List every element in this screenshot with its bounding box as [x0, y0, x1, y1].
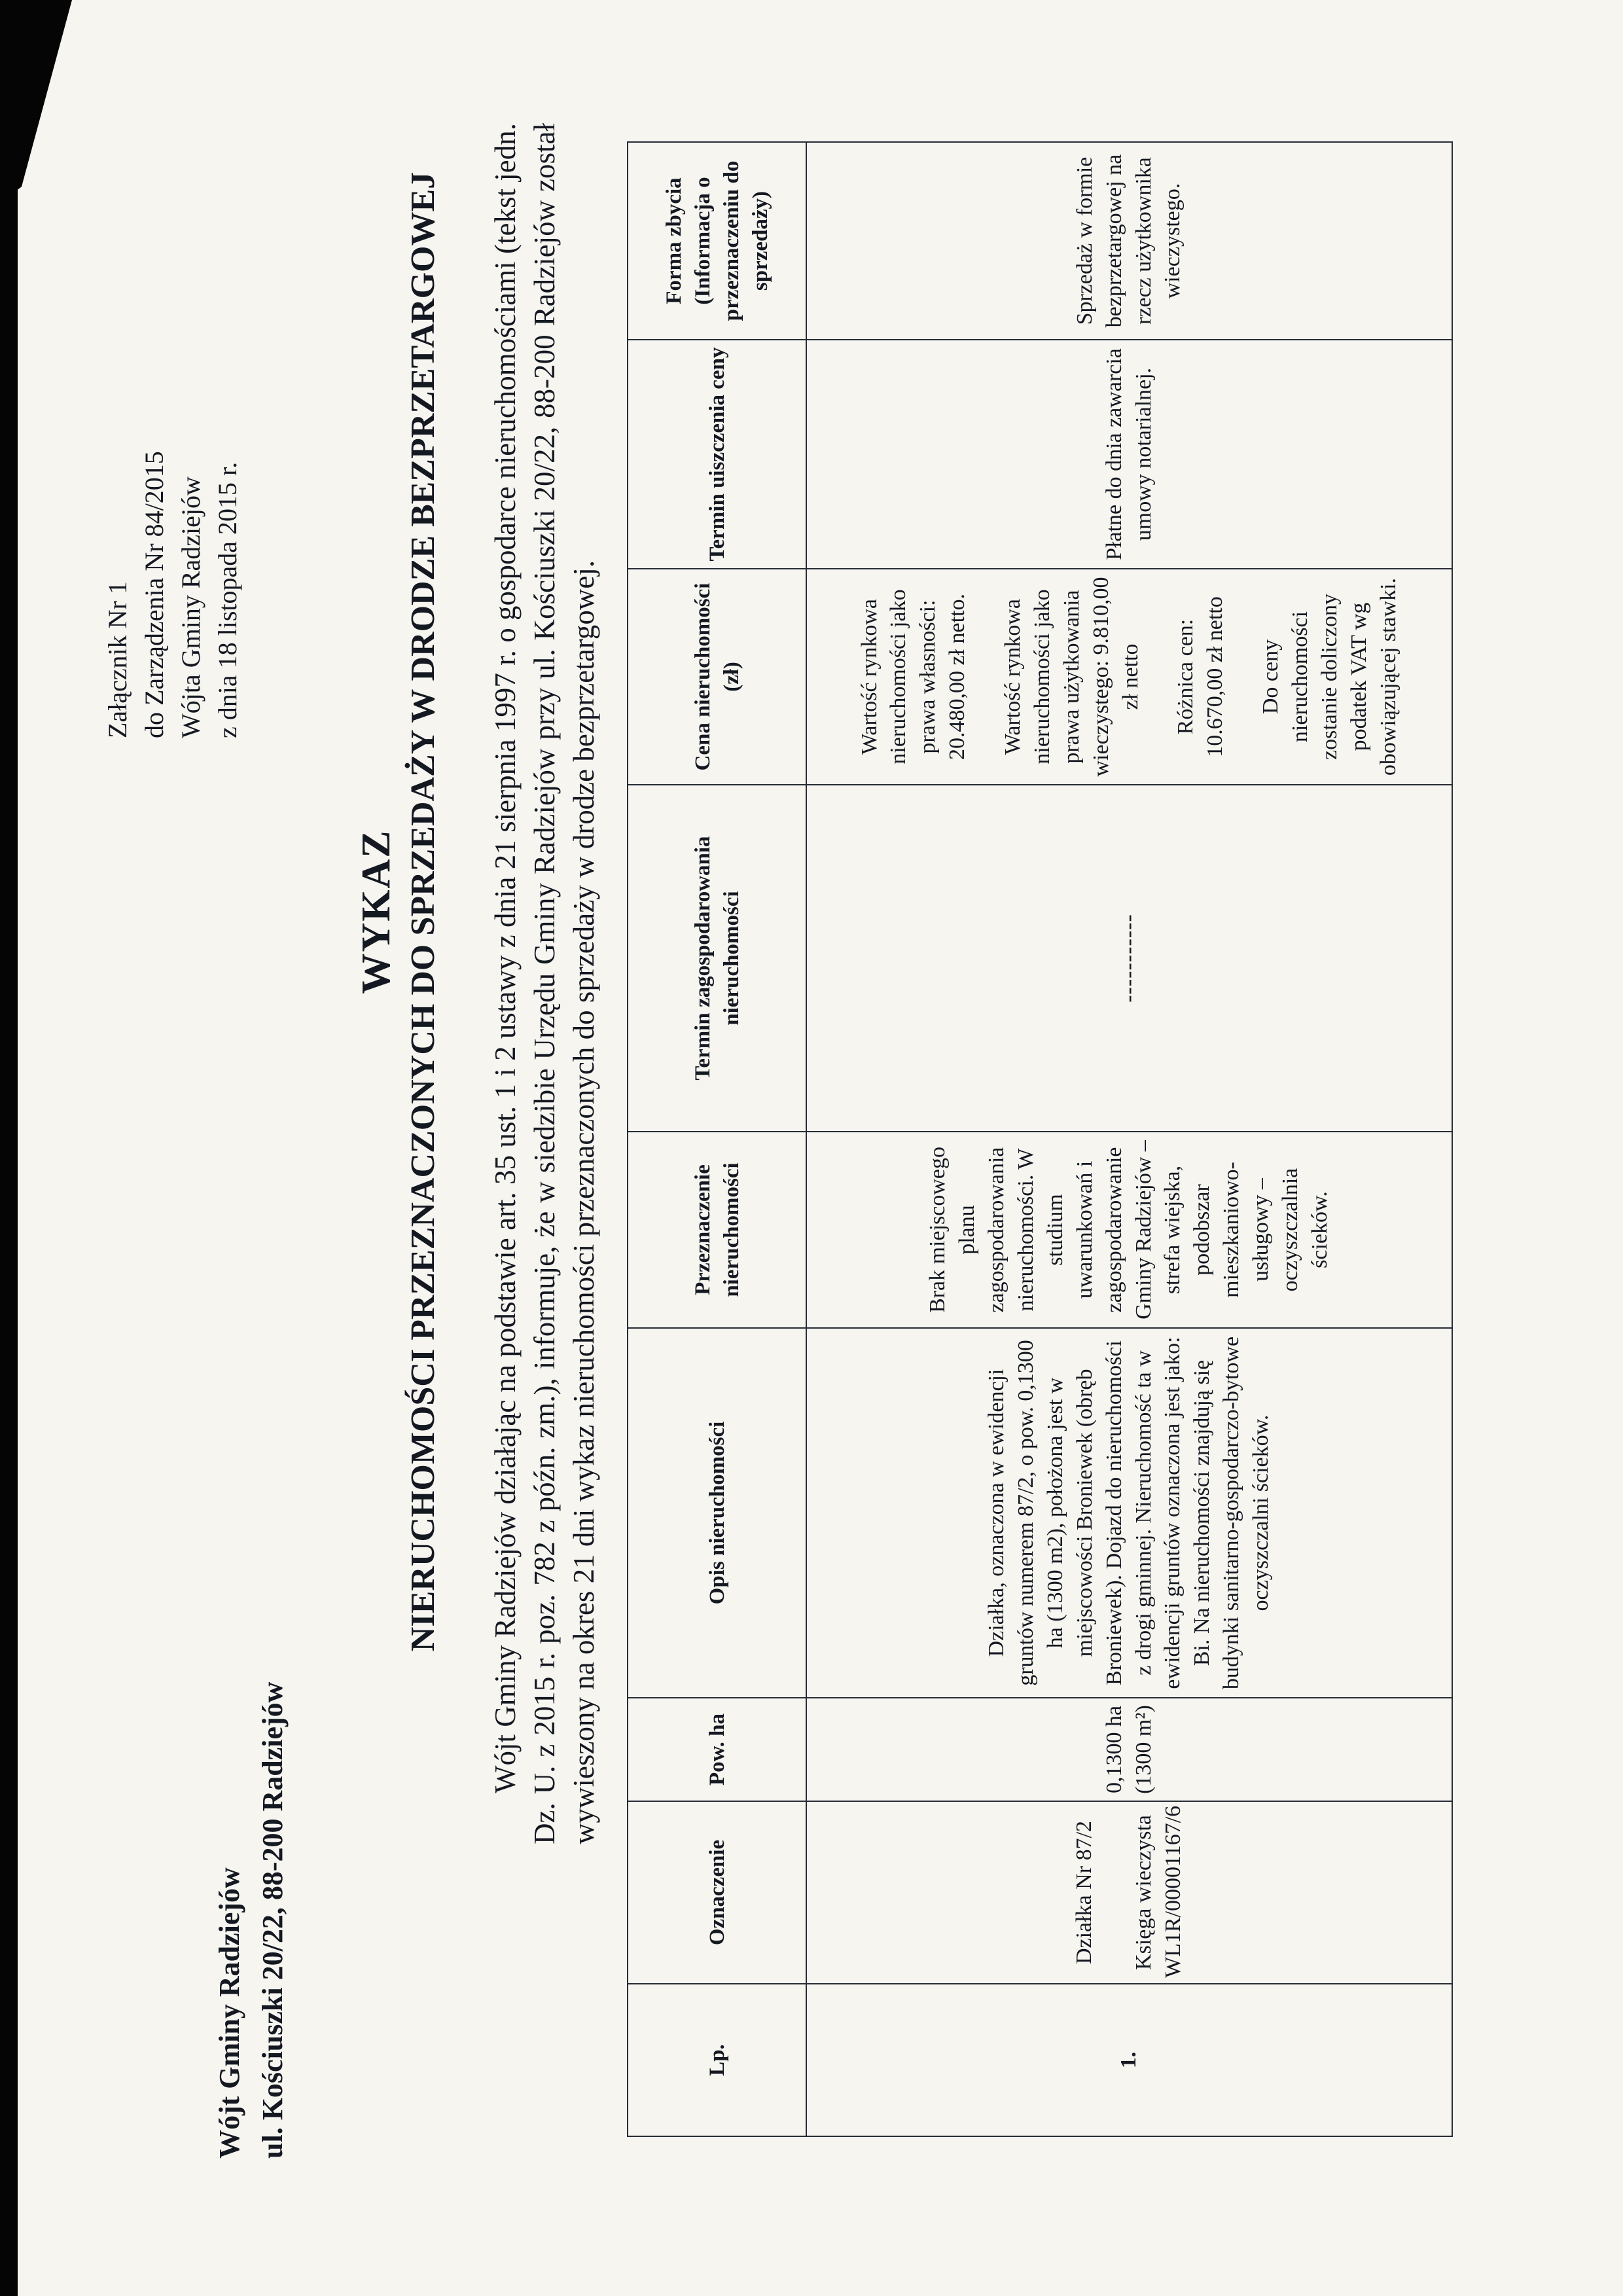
table-header-row [628, 142, 806, 2136]
attachment-line: z dnia 18 listopada 2015 r. [213, 461, 242, 738]
issuer-address: ul. Kościuszki 20/22, 88-200 Radziejów [257, 1681, 289, 2159]
price-ownership: Wartość rynkowa nieruchomości jako prawa własności: 20.480,00 zł netto. [857, 589, 970, 764]
title-block [353, 117, 444, 1707]
parcel-number: Działka Nr 87/2 [1072, 1820, 1097, 1965]
attachment-line: do Zarządzenia Nr 84/2015 [139, 451, 169, 738]
col-header-przeznaczenie: Przeznaczenie nieruchomości [628, 1132, 806, 1328]
attachment-note [99, 451, 246, 738]
col-header-opis: Opis nieruchomości [628, 1328, 806, 1698]
properties-table [627, 141, 1453, 2137]
vat-note: Do ceny nieruchomości zostanie doliczony podatek VAT wg obowiązującej stawki. [1258, 577, 1400, 776]
cell-opis: Działka, oznaczona w ewidencji gruntów numerem 87/2, o pow. 0,1300 ha (1300 m2), położona jest w miejscowości Broniewek (obręb Broniewek). Dojazd do nieruchomości z drogi gminnej. Nieruchomość ta w ewidencji gruntów oznaczona jest jako: Bi. Na nieruchomości znajdują się budynki sanitarno-gospodarczo-bytowe oczyszczalni ścieków. [806, 1328, 1452, 1698]
cell-cena [806, 569, 1452, 785]
col-header-lp: Lp. [628, 1984, 806, 2136]
cell-termin-uiszczenia: Płatne do dnia zawarcia umowy notarialnej. [806, 340, 1452, 569]
cell-oznaczenie [806, 1801, 1452, 1984]
col-header-forma-zbycia: Forma zbycia (Informacja o przeznaczeniu do sprzedaży) [628, 142, 806, 340]
cell-pow-ha: 0,1300 ha (1300 m²) [806, 1698, 1452, 1801]
intro-paragraph: Wójt Gminy Radziejów działając na podstawie art. 35 ust. 1 i 2 ustawy z dnia 21 sierpnia 1997 r. o gospodarce nieruchomościami (tekst jedn. Dz. U. z 2015 r. poz. 782 z późn. zm.), informuje, że w siedzibie Urzędu Gminy Radziejów przy ul. Kościuszki 20/22, 88-200 Radziejów został wywieszony na okres 21 dni wykaz nieruchomości przeznaczonych do sprzedaży w drodze bezprzetargowej. [489, 123, 600, 1844]
cell-lp: 1. [806, 1984, 1452, 2136]
attachment-line: Załącznik Nr 1 [103, 581, 132, 738]
cell-przeznaczenie: Brak miejscowego planu zagospodarowania nieruchomości. W studium uwarunkowań i zagospodarowanie Gminy Radziejów – strefa wiejska, podobszar mieszkaniowo-usługowy – oczyszczalnia ścieków. [806, 1132, 1452, 1328]
cell-forma-zbycia: Sprzedaż w formie bezprzetargowej na rzecz użytkownika wieczystego. [806, 142, 1452, 340]
scan-edge-artifact [0, 0, 18, 2296]
page-subtitle: NIERUCHOMOŚCI PRZEZNACZONYCH DO SPRZEDAŻY W DRODZE BEZPRZETARGOWEJ [404, 171, 442, 1652]
attachment-line: Wójta Gminy Radziejów [176, 476, 205, 738]
col-header-oznaczenie: Oznaczenie [628, 1801, 806, 1984]
page-title: WYKAZ [354, 829, 399, 994]
land-register-number: Księga wieczysta WL1R/00001167/6 [1132, 1805, 1185, 1978]
cell-termin-zagospodarowania: ----------- [806, 785, 1452, 1132]
issuer-block [208, 1682, 294, 2159]
table-row [806, 142, 1452, 2136]
col-header-cena: Cena nieruchomości (zł) [628, 569, 806, 785]
col-header-pow-ha: Pow. ha [628, 1698, 806, 1801]
col-header-termin-zagospodarowania: Termin zagospodarowania nieruchomości [628, 785, 806, 1132]
price-difference: Różnica cen: 10.670,00 zł netto [1173, 596, 1228, 757]
price-perpetual-usufruct: Wartość rynkowa nieruchomości jako prawa użytkowania wieczystego: 9.810,00 zł netto [1001, 577, 1143, 777]
col-header-termin-uiszczenia: Termin uiszczenia ceny [628, 340, 806, 569]
issuer-name: Wójt Gminy Radziejów [213, 1867, 245, 2159]
